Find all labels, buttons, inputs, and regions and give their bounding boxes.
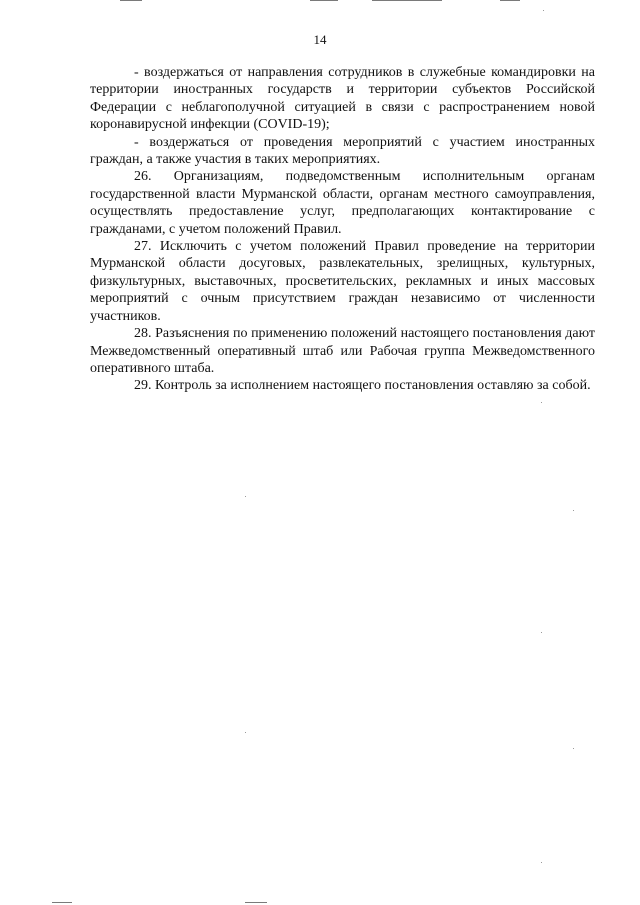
- scan-artifact-top-center: [310, 0, 338, 1]
- scan-dot: [541, 862, 542, 863]
- paragraph-item-26: 26. Организациям, подведомственным исполнительным органам государственной власти Мурманской области, органам местного самоуправления, осуществлять предоставление услуг, предполагающих контактирование с гражданами, с учетом положений Правил.: [90, 169, 595, 237]
- document-body: [90, 64, 595, 395]
- page-number: 14: [313, 32, 327, 47]
- scan-dot: [541, 632, 542, 633]
- scan-artifact-bottom-center: [245, 902, 267, 903]
- paragraph-item-29: 29. Контроль за исполнением настоящего постановления оставляю за собой.: [134, 378, 591, 394]
- scan-artifact-top-right: [500, 0, 520, 1]
- paragraph-bullet-business-trips: - воздержаться от направления сотрудников в служебные командировки на территории иностранных государств и территории субъектов Российской Федерации с неблагополучной ситуацией в связи с распространением новой коронавирусной инфекции (COVID-19);: [90, 65, 595, 133]
- paragraph-item-27: 27. Исключить с учетом положений Правил проведение на территории Мурманской области досуговых, развлекательных, зрелищных, культурных, физкультурных, выставочных, просветительских, рекламных и иных массовых мероприятий с очным присутствием граждан независимо от численности участников.: [90, 239, 595, 324]
- paragraph-item-28: 28. Разъяснения по применению положений настоящего постановления дают Межведомственный оперативный штаб или Рабочая группа Межведомственного оперативного штаба.: [90, 326, 595, 376]
- scan-dot: [541, 402, 542, 403]
- scan-artifact-top-center-right: [372, 0, 442, 1]
- scan-dot: [245, 732, 246, 733]
- scan-dot: [543, 10, 544, 11]
- scan-dot: [245, 496, 246, 497]
- scan-dot: [573, 748, 574, 749]
- paragraph-bullet-events: - воздержаться от проведения мероприятий с участием иностранных граждан, а также участия в таких мероприятиях.: [90, 134, 595, 168]
- scan-dot: [573, 510, 574, 511]
- scan-artifact-top-left: [120, 0, 142, 1]
- scan-artifact-bottom-left: [52, 902, 72, 903]
